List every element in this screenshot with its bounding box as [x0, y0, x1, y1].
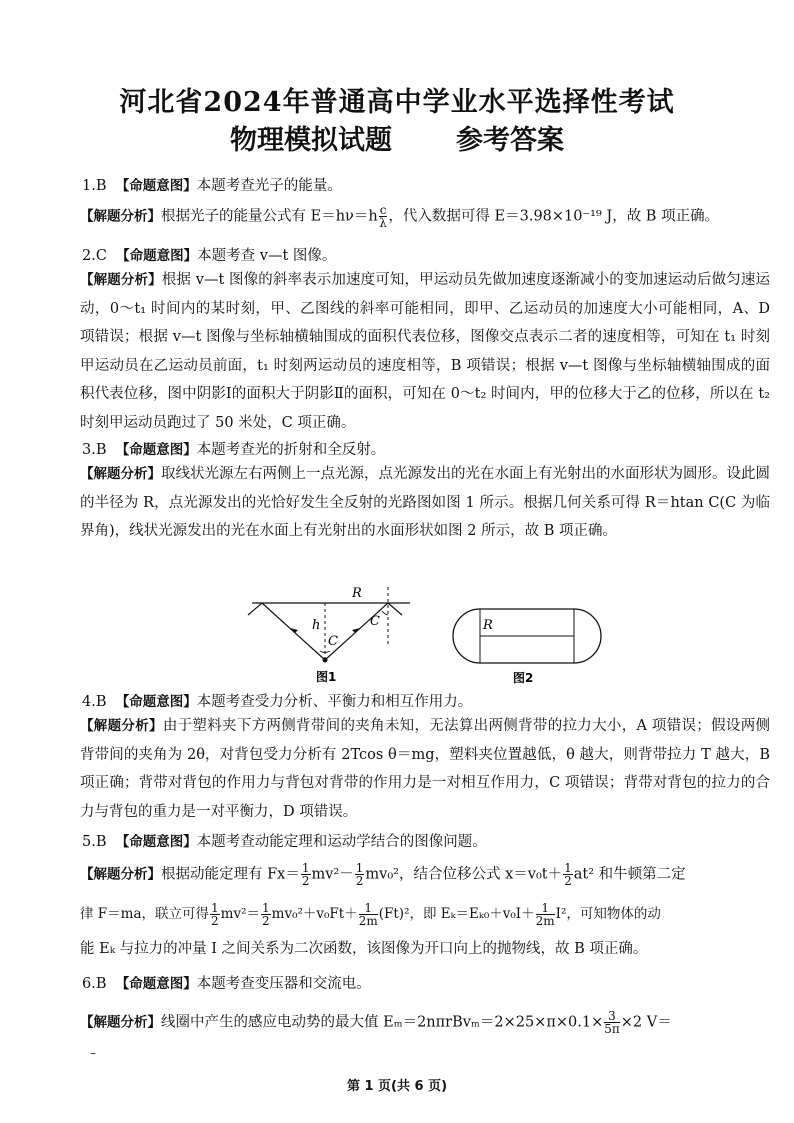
margin-mark: – [90, 1046, 96, 1060]
q6-intent-tag: 【命题意图】 [115, 976, 197, 992]
frac-n: 1 [211, 901, 219, 915]
q3-analysis-tag: 【解题分析】 [80, 466, 161, 482]
frac-d: 2 [564, 874, 572, 888]
q6-analysis-text-b: ×2 V＝ [620, 1014, 672, 1031]
q4-heading [82, 690, 472, 711]
q5-l2-e: I²，可知物体的动 [555, 906, 661, 922]
q2-analysis [80, 266, 770, 437]
q2-analysis-text: 根据 v—t 图像的斜率表示加速度可知，甲运动员先做加速度逐渐减小的变加速运动后做匀速运动，0～t₁ 时间内的某时刻，甲、乙图线的斜率可能相同，即甲、乙运动员的加速度大小可能相同，A、D 项错误；根据 v—t 图像与坐标轴横轴围成的面积代表位移，图像交点表示二者的速度相等，可知在 t₁ 时刻甲运动员在乙运动员前面，t₁ 时刻两运动员的速度相等，B 项错误；根据 v—t 图像与坐标轴横轴围成的面积代表位移，图中阴影Ⅰ的面积大于阴影Ⅱ的面积，可知在 0～t₂ 时间内，甲的位移大于乙的位移，所以在 t₂ 时刻甲运动员跑过了 50 米处，C 项正确。 [80, 272, 771, 431]
q5-analysis-line2 [80, 902, 661, 927]
q5-number: 5.B [82, 834, 107, 850]
page-title: 河北省2024年普通高中学业水平选择性考试 [119, 87, 675, 118]
q2-analysis-tag: 【解题分析】 [80, 272, 162, 288]
q5-intent: 本题考查动能定理和运动学结合的图像问题。 [196, 834, 487, 850]
q3-intent: 本题考查光的折射和全反射。 [196, 442, 386, 458]
frac-n: 1 [355, 861, 364, 875]
q5-l1-c: mv₀²，结合位移公式 x＝v₀t＋ [365, 866, 563, 883]
frac-n: 3 [604, 1010, 620, 1023]
q1-analysis-text-b: ，代入数据可得 E＝3.98×10⁻¹⁹ J，故 B 项正确。 [388, 208, 720, 225]
q1-analysis [80, 204, 719, 229]
frac-n: 1 [359, 902, 378, 915]
q1-intent: 本题考查光子的能量。 [196, 178, 342, 194]
q4-intent: 本题考查受力分析、平衡力和相互作用力。 [196, 694, 473, 710]
q5-half-4 [210, 902, 220, 927]
q6-fraction [604, 1010, 620, 1035]
fig2-caption: 图2 [513, 671, 534, 685]
q1-analysis-tag: 【解题分析】 [80, 208, 161, 225]
q2-heading [82, 244, 336, 265]
q5-frac-2m-1 [359, 902, 378, 927]
fig1-label-R: R [352, 586, 362, 601]
q5-half-2 [355, 862, 365, 887]
fig1-caption: 图1 [316, 670, 337, 684]
subtitle-answers: 参考答案 [456, 125, 564, 156]
q4-analysis-tag: 【解题分析】 [80, 718, 163, 734]
figure-1-diagram [240, 585, 420, 685]
figure-2-diagram [452, 605, 602, 685]
frac-d: 2 [262, 914, 270, 928]
q5-l1-a: 根据动能定理有 Fx＝ [161, 866, 300, 883]
q1-fraction [379, 204, 388, 229]
q1-number: 1.B [82, 178, 107, 194]
q1-intent-tag: 【命题意图】 [115, 178, 197, 194]
fig1-label-h: h [312, 618, 321, 633]
frac-d: 2 [301, 874, 310, 888]
q5-l2-b: mv²＝ [220, 906, 260, 922]
q4-analysis [80, 712, 770, 826]
frac-n: 1 [536, 902, 555, 915]
q6-analysis [80, 1010, 672, 1035]
q3-number: 3.B [82, 442, 107, 458]
q5-l2-d: (Ft)²，即 Eₖ＝Eₖ₀＋v₀I＋ [378, 906, 535, 922]
page-number: 第 1 页(共 6 页) [346, 1079, 448, 1094]
q2-intent: 本题考查 v—t 图像。 [197, 248, 337, 264]
q5-heading [82, 830, 487, 851]
q1-heading [82, 174, 342, 195]
frac-d: 2 [355, 874, 364, 888]
fig1-label-C-bottom: C [328, 634, 338, 649]
q5-half-1 [301, 862, 311, 887]
frac-n: 1 [262, 901, 270, 915]
q2-number: 2.C [82, 248, 107, 264]
q1-analysis-text-a: 根据光子的能量公式有 E＝hν＝h [161, 208, 378, 225]
q3-intent-tag: 【命题意图】 [115, 442, 197, 458]
q4-number: 4.B [82, 694, 107, 710]
q5-intent-tag: 【命题意图】 [115, 834, 197, 850]
q5-half-3 [563, 862, 573, 887]
q5-analysis-tag: 【解题分析】 [80, 866, 161, 883]
q5-l2-a: 律 F＝ma，联立可得 [80, 906, 210, 922]
frac-d: 5π [604, 1022, 620, 1036]
q6-heading [82, 972, 371, 993]
left-reflected-ray [248, 603, 262, 615]
angle-arc-right [382, 611, 388, 615]
q5-l1-d: at² 和牛顿第二定 [573, 866, 686, 883]
q4-intent-tag: 【命题意图】 [115, 694, 197, 710]
fig1-label-C-right: C [370, 614, 380, 629]
frac-n: 1 [301, 861, 310, 875]
right-reflected-ray [388, 603, 402, 615]
frac-d: 2m [535, 914, 555, 928]
q5-frac-2m-2 [536, 902, 555, 927]
q3-heading [82, 438, 385, 459]
frac-d: 2m [358, 914, 378, 928]
q3-analysis-text: 取线状光源左右两侧上一点光源，点光源发出的光在水面上有光射出的水面形状为圆形。设此圆的半径为 R，点光源发出的光恰好发生全反射的光路图如图 1 所示。根据几何关系可得 R＝htan C(C 为临界角)，线状光源发出的光在水面上有光射出的水面形状如图 2 所示，故 B 项正确。 [80, 466, 770, 539]
q6-analysis-text-a: 线圈中产生的感应电动势的最大值 Eₘ＝2nπrBvₘ＝2×25×π×0.1× [161, 1014, 604, 1031]
q6-analysis-tag: 【解题分析】 [80, 1014, 161, 1031]
q1-frac-numerator: c [379, 203, 387, 217]
q2-intent-tag: 【命题意图】 [116, 248, 198, 264]
q5-l1-b: mv²－ [311, 866, 354, 883]
q5-analysis-line1 [80, 862, 686, 887]
point-light-source [323, 658, 328, 663]
frac-n: 1 [564, 861, 572, 875]
fig2-label-R: R [483, 618, 493, 633]
frac-d: 2 [211, 914, 219, 928]
subtitle-exam: 物理模拟试题 [230, 125, 392, 156]
page-subtitle [0, 118, 794, 157]
q6-number: 6.B [82, 976, 107, 992]
q5-half-5 [261, 902, 271, 927]
q5-analysis-line3: 能 Eₖ 与拉力的冲量 I 之间关系为二次函数，该图像为开口向上的抛物线，故 B 项正确。 [80, 941, 648, 957]
q1-frac-denominator: λ [379, 216, 387, 230]
q5-l2-c: mv₀²＋v₀Ft＋ [271, 906, 358, 922]
q6-intent: 本题考查变压器和交流电。 [196, 976, 371, 992]
q3-analysis [80, 460, 770, 546]
q4-analysis-text: 由于塑料夹下方两侧背带间的夹角未知，无法算出两侧背带的拉力大小，A 项错误；假设两侧背带间的夹角为 2θ，对背包受力分析有 2Tcos θ＝mg，塑料夹位置越低，θ 越大，则背带拉力 T 越大，B 项正确；背带对背包的作用力与背包对背带的作用力是一对相互作用力，C 项错误；背带对背包的拉力的合力与背包的重力是一对平衡力，D 项错误。 [80, 718, 771, 820]
